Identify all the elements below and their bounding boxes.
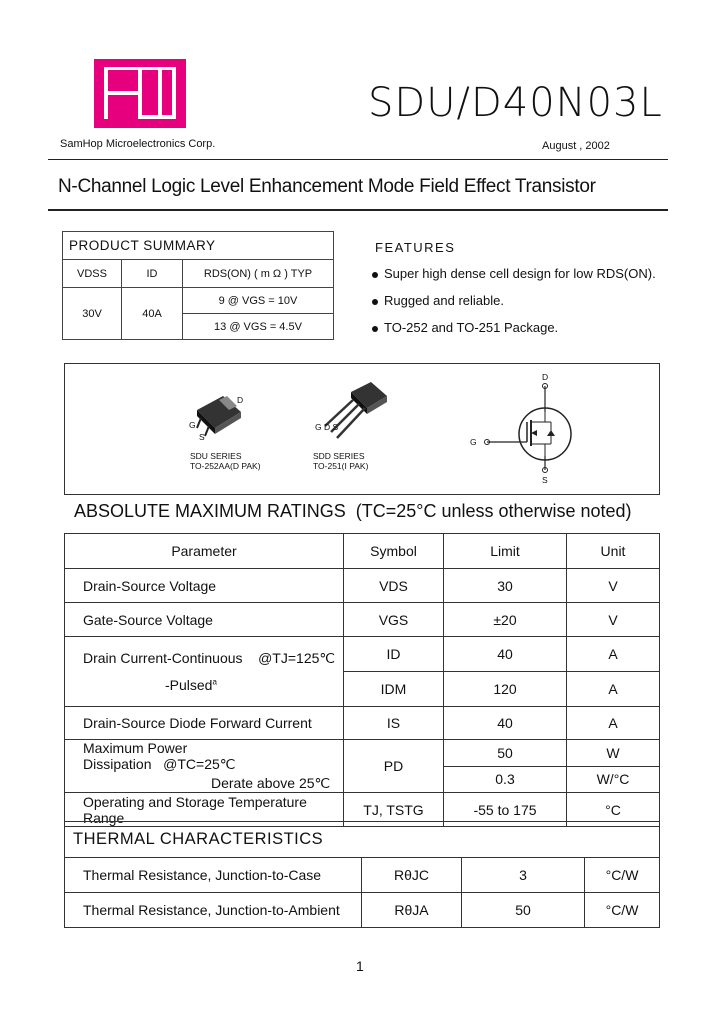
pin-s-label: S bbox=[199, 432, 205, 442]
header-unit: Unit bbox=[567, 534, 660, 569]
unit-rth-jc: °C/W bbox=[585, 858, 660, 893]
limit-is: 40 bbox=[444, 707, 567, 740]
divider bbox=[48, 159, 668, 160]
limit-rth-ja: 50 bbox=[462, 893, 585, 928]
bullet-icon bbox=[372, 326, 378, 332]
rds-value-1: 9 @ VGS = 10V bbox=[183, 288, 334, 314]
company-name: SamHop Microelectronics Corp. bbox=[60, 138, 216, 150]
symbol-rth-ja: RθJA bbox=[362, 893, 462, 928]
unit-vgs: V bbox=[567, 603, 660, 637]
unit-idm: A bbox=[567, 672, 660, 707]
limit-id: 40 bbox=[444, 637, 567, 672]
samhop-logo bbox=[94, 59, 186, 128]
limit-idm: 120 bbox=[444, 672, 567, 707]
symbol-vgs: VGS bbox=[344, 603, 444, 637]
symbol-pd: PD bbox=[344, 740, 444, 793]
unit-pd-derate: W/°C bbox=[567, 766, 660, 793]
id-value: 40A bbox=[122, 288, 183, 340]
sdd-caption: SDD SERIES bbox=[313, 451, 365, 461]
limit-tj: -55 to 175 bbox=[444, 793, 567, 827]
sdd-package: TO-251(I PAK) bbox=[313, 461, 369, 471]
param-power-dissipation: Maximum Power Dissipation @TC=25℃ Derate above 25℃ bbox=[65, 740, 344, 793]
feature-item: TO-252 and TO-251 Package. bbox=[372, 320, 558, 335]
feature-item: Rugged and reliable. bbox=[372, 293, 504, 308]
pin-g-label: G bbox=[470, 437, 477, 447]
unit-rth-ja: °C/W bbox=[585, 893, 660, 928]
page-number: 1 bbox=[356, 958, 364, 974]
limit-pd-derate: 0.3 bbox=[444, 766, 567, 793]
product-summary-title: PRODUCT SUMMARY bbox=[63, 232, 334, 260]
col-vdss: VDSS bbox=[63, 260, 122, 288]
device-subtitle: N-Channel Logic Level Enhancement Mode Field Effect Transistor bbox=[58, 176, 596, 197]
package-diagram bbox=[64, 363, 660, 495]
vdss-value: 30V bbox=[63, 288, 122, 340]
param-vds: Drain-Source Voltage bbox=[65, 569, 344, 603]
rds-value-2: 13 @ VGS = 4.5V bbox=[183, 314, 334, 340]
product-summary-table bbox=[62, 231, 334, 340]
col-id: ID bbox=[122, 260, 183, 288]
thermal-title: THERMAL CHARACTERISTICS bbox=[65, 822, 660, 858]
bullet-icon bbox=[372, 299, 378, 305]
symbol-id: ID bbox=[344, 637, 444, 672]
limit-rth-jc: 3 bbox=[462, 858, 585, 893]
ipak-package-icon bbox=[315, 378, 395, 448]
thermal-table bbox=[64, 821, 660, 928]
pin-g-label: G bbox=[189, 420, 196, 430]
symbol-tj: TJ, TSTG bbox=[344, 793, 444, 827]
divider bbox=[48, 209, 668, 211]
feature-item: Super high dense cell design for low RDS(ON). bbox=[372, 266, 656, 281]
pin-labels-ipak: G D S bbox=[315, 422, 339, 432]
bullet-icon bbox=[372, 272, 378, 278]
pin-d-label: D bbox=[542, 372, 549, 382]
param-rth-jc: Thermal Resistance, Junction-to-Case bbox=[65, 858, 362, 893]
symbol-is: IS bbox=[344, 707, 444, 740]
param-drain-current: Drain Current-Continuous @TJ=125℃ -Pulsed$^a$ bbox=[65, 637, 344, 707]
limit-vds: 30 bbox=[444, 569, 567, 603]
document-date: August , 2002 bbox=[542, 140, 610, 152]
pin-s-label: S bbox=[542, 475, 548, 485]
param-is: Drain-Source Diode Forward Current bbox=[65, 707, 344, 740]
part-number: SDU/D40N03L bbox=[368, 80, 663, 126]
sdu-caption: SDU SERIES bbox=[190, 451, 242, 461]
header-parameter: Parameter bbox=[65, 534, 344, 569]
unit-id: A bbox=[567, 637, 660, 672]
mosfet-symbol-icon bbox=[473, 372, 583, 486]
abs-max-title: ABSOLUTE MAXIMUM RATINGS (TC=25°C unless otherwise noted) bbox=[74, 501, 632, 521]
limit-vgs: ±20 bbox=[444, 603, 567, 637]
limit-pd: 50 bbox=[444, 740, 567, 767]
unit-tj: °C bbox=[567, 793, 660, 827]
unit-pd: W bbox=[567, 740, 660, 767]
param-rth-ja: Thermal Resistance, Junction-to-Ambient bbox=[65, 893, 362, 928]
symbol-rth-jc: RθJC bbox=[362, 858, 462, 893]
unit-vds: V bbox=[567, 569, 660, 603]
header-symbol: Symbol bbox=[344, 534, 444, 569]
pin-d-label: D bbox=[237, 395, 244, 405]
unit-is: A bbox=[567, 707, 660, 740]
symbol-vds: VDS bbox=[344, 569, 444, 603]
sdu-package: TO-252AA(D PAK) bbox=[190, 461, 261, 471]
symbol-idm: IDM bbox=[344, 672, 444, 707]
abs-max-table bbox=[64, 533, 660, 827]
col-rds: RDS(ON) ( m Ω ) TYP bbox=[183, 260, 334, 288]
param-temperature: Operating and Storage Temperature Range bbox=[65, 793, 344, 827]
header-limit: Limit bbox=[444, 534, 567, 569]
features-title: FEATURES bbox=[375, 240, 456, 255]
param-vgs: Gate-Source Voltage bbox=[65, 603, 344, 637]
